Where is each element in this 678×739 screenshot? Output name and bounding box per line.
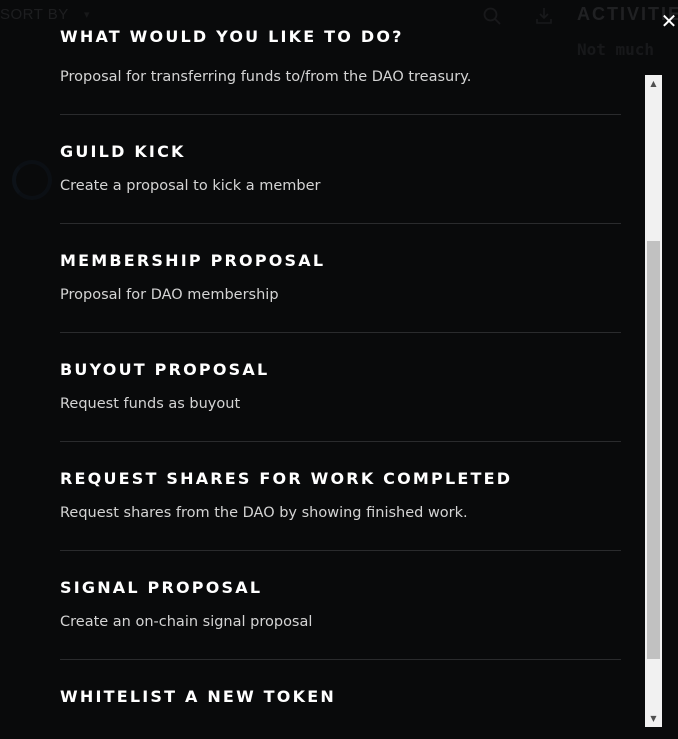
option-signal-proposal[interactable] — [60, 551, 621, 660]
modal-title: WHAT WOULD YOU LIKE TO DO? — [60, 27, 404, 46]
option-title: WHITELIST A NEW TOKEN — [60, 687, 336, 706]
option-title: MEMBERSHIP PROPOSAL — [60, 251, 326, 270]
option-title: GUILD KICK — [60, 142, 186, 161]
option-whitelist-token[interactable] — [60, 660, 621, 739]
scrollbar[interactable] — [645, 75, 662, 727]
option-title: SIGNAL PROPOSAL — [60, 578, 263, 597]
option-description: Request shares from the DAO by showing finished work. — [60, 505, 468, 521]
option-membership-proposal[interactable] — [60, 224, 621, 333]
option-title: BUYOUT PROPOSAL — [60, 360, 270, 379]
option-description: Proposal for transferring funds to/from the DAO treasury. — [60, 69, 472, 85]
proposal-options-list — [0, 60, 645, 739]
option-description: Create an on-chain signal proposal — [60, 614, 313, 630]
option-funding-proposal[interactable] — [60, 60, 621, 115]
scroll-down-arrow-icon[interactable]: ▼ — [650, 714, 657, 723]
option-description: Create a proposal to kick a member — [60, 178, 321, 194]
option-buyout-proposal[interactable] — [60, 333, 621, 442]
option-title: REQUEST SHARES FOR WORK COMPLETED — [60, 469, 513, 488]
option-description: Request funds as buyout — [60, 396, 241, 412]
option-guild-kick[interactable] — [60, 115, 621, 224]
option-request-shares[interactable] — [60, 442, 621, 551]
close-button[interactable]: ✕ — [660, 9, 678, 33]
option-description: Proposal for DAO membership — [60, 287, 279, 303]
scrollbar-thumb[interactable] — [647, 241, 660, 659]
scroll-up-arrow-icon[interactable]: ▲ — [650, 79, 657, 88]
